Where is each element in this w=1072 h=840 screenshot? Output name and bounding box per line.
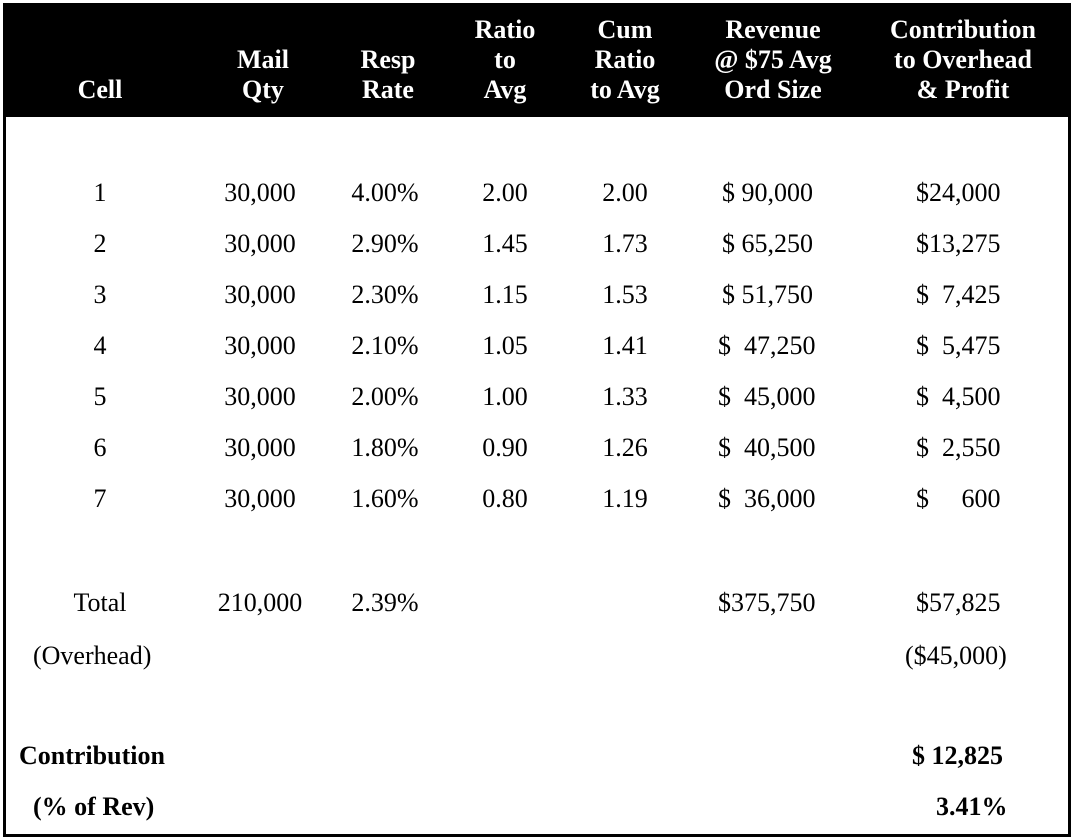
pct-rev-label: (% of Rev)	[33, 792, 155, 821]
contribution: $ 2,550	[916, 433, 1001, 462]
revenue: $ 45,000	[718, 382, 816, 411]
mail-qty: 30,000	[224, 433, 296, 462]
ratio-to-avg: 2.00	[482, 178, 528, 207]
cum-ratio: 1.26	[602, 433, 648, 462]
resp-rate: 2.90%	[351, 229, 419, 258]
contribution: $ 7,425	[916, 280, 1001, 309]
resp-rate: 2.00%	[351, 382, 419, 411]
total-revenue: $375,750	[718, 588, 816, 617]
resp-rate: 2.30%	[351, 280, 419, 309]
total-contribution: $57,825	[916, 588, 1001, 617]
cum-ratio: 2.00	[602, 178, 648, 207]
revenue: $ 51,750	[722, 280, 813, 309]
cum-ratio: 1.19	[602, 484, 648, 513]
cum-ratio: 1.53	[602, 280, 648, 309]
resp-rate: 4.00%	[351, 178, 419, 207]
revenue: $ 65,250	[722, 229, 813, 258]
cell-id: 5	[93, 382, 107, 411]
revenue: $ 36,000	[718, 484, 816, 513]
cell-id: 3	[93, 280, 107, 309]
header-contribution: Contribution to Overhead & Profit	[890, 15, 1036, 104]
contribution-value: $ 12,825	[912, 741, 1003, 770]
table-header	[3, 3, 1071, 117]
ratio-to-avg: 1.00	[482, 382, 528, 411]
header-ratio-to-avg: Ratio to Avg	[474, 15, 536, 104]
total-label: Total	[73, 588, 127, 617]
revenue: $ 90,000	[722, 178, 813, 207]
ratio-to-avg: 0.90	[482, 433, 528, 462]
header-resp-rate: Resp Rate	[360, 45, 416, 104]
cum-ratio: 1.33	[602, 382, 648, 411]
ratio-to-avg: 1.05	[482, 331, 528, 360]
header-revenue: Revenue @ $75 Avg Ord Size	[714, 15, 832, 104]
contribution-label: Contribution	[19, 741, 165, 770]
resp-rate: 1.60%	[351, 484, 419, 513]
cell-id: 2	[93, 229, 107, 258]
cell-id: 4	[93, 331, 107, 360]
header-cell: Cell	[77, 75, 123, 104]
mail-qty: 30,000	[224, 280, 296, 309]
header-cum-ratio: Cum Ratio to Avg	[590, 15, 660, 104]
overhead-label: (Overhead)	[33, 641, 152, 670]
cell-id: 6	[93, 433, 107, 462]
cell-id: 7	[93, 484, 107, 513]
ratio-to-avg: 1.45	[482, 229, 528, 258]
cell-id: 1	[93, 178, 107, 207]
mail-qty: 30,000	[224, 382, 296, 411]
ratio-to-avg: 1.15	[482, 280, 528, 309]
contribution: $13,275	[916, 229, 1001, 258]
mail-qty: 30,000	[224, 484, 296, 513]
contribution: $ 600	[916, 484, 1001, 513]
mail-qty: 30,000	[224, 331, 296, 360]
ratio-to-avg: 0.80	[482, 484, 528, 513]
mail-qty: 30,000	[224, 178, 296, 207]
header-mail-qty: Mail Qty	[237, 45, 289, 104]
mail-qty: 30,000	[224, 229, 296, 258]
cum-ratio: 1.41	[602, 331, 648, 360]
revenue: $ 47,250	[718, 331, 816, 360]
total-resp-rate: 2.39%	[351, 588, 419, 617]
cum-ratio: 1.73	[602, 229, 648, 258]
contribution: $ 4,500	[916, 382, 1001, 411]
overhead-value: ($45,000)	[905, 641, 1007, 670]
revenue: $ 40,500	[718, 433, 816, 462]
pct-rev-value: 3.41%	[936, 792, 1008, 821]
resp-rate: 1.80%	[351, 433, 419, 462]
resp-rate: 2.10%	[351, 331, 419, 360]
total-mail-qty: 210,000	[217, 588, 303, 617]
table-frame	[3, 3, 1071, 837]
contribution: $ 5,475	[916, 331, 1001, 360]
contribution: $24,000	[916, 178, 1001, 207]
